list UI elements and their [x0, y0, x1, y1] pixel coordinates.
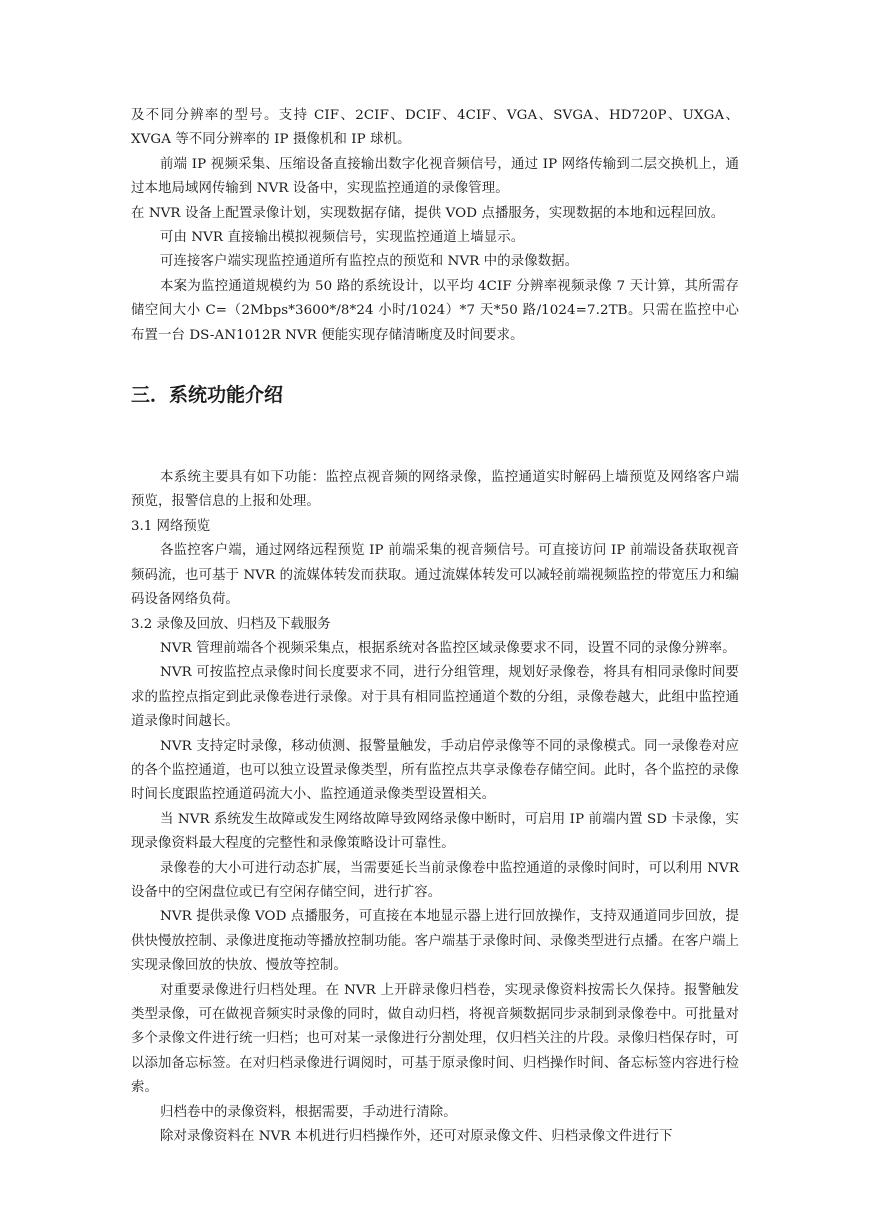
- document-page: [131, 104, 739, 1149]
- paragraph-recording-7: 对重要录像进行归档处理。在 NVR 上开辟录像归档卷，实现录像资料按需长久保持。报警触发类型录像，可在做视音频实时录像的同时，做自动归档，将视音频数据同步录制到录像卷中。可批量对多个录像文件进行统一归档；也可对某一录像进行分割处理，仅归档关注的片段。录像归档保存时，可以添加备忘标签。在对归档录像进行调阅时，可基于原录像时间、归档操作时间、备忘标签内容进行检索。: [131, 982, 739, 1096]
- paragraph-recording-9: 除对录像资料在 NVR 本机进行归档操作外，还可对原录像文件、归档录像文件进行下: [160, 1129, 673, 1145]
- subsection-title-recording: 3.2 录像及回放、归档及下载服务: [131, 616, 331, 632]
- paragraph-section-intro: 本系统主要具有如下功能：监控点视音频的网络录像，监控通道实时解码上墙预览及网络客户端预览，报警信息的上报和处理。: [131, 470, 739, 510]
- paragraph-recording-plan: 在 NVR 设备上配置录像计划，实现数据存储，提供 VOD 点播服务，实现数据的本地和远程回放。: [131, 205, 725, 221]
- paragraph-recording-8: 归档卷中的录像资料，根据需要，手动进行清除。: [160, 1104, 457, 1120]
- subsection-title-network-preview: 3.1 网络预览: [131, 518, 211, 534]
- paragraph-ip-capture: 前端 IP 视频采集、压缩设备直接输出数字化视音频信号，通过 IP 网络传输到二层交换机上，通过本地局域网传输到 NVR 设备中，实现监控通道的录像管理。: [131, 156, 739, 197]
- paragraph-client-connect: 可连接客户端实现监控通道所有监控点的预览和 NVR 中的录像数据。: [160, 254, 579, 270]
- paragraph-recording-1: NVR 管理前端各个视频采集点，根据系统对各监控区域录像要求不同，设置不同的录像分辨率。: [160, 640, 736, 656]
- section-heading: 三．系统功能介绍: [131, 384, 284, 407]
- paragraph-recording-5: 录像卷的大小可进行动态扩展，当需要延长当前录像卷中监控通道的录像时间时，可以利用 NVR 设备中的空闲盘位或已有空闲存储空间，进行扩容。: [131, 860, 739, 900]
- paragraph-storage-calc: 本案为监控通道规模约为 50 路的系统设计，以平均 4CIF 分辨率视频录像 7 天计算，其所需存储空间大小 C=（2Mbps*3600*/8*24 小时/1024）*7 天*50 路/1024=7.2TB。只需在监控中心布置一台 DS-AN1012R NVR 便能实现存储清晰度及时间要求。: [131, 278, 739, 343]
- paragraph-video-wall: 可由 NVR 直接输出模拟视频信号，实现监控通道上墙显示。: [160, 230, 525, 246]
- paragraph-recording-4: 当 NVR 系统发生故障或发生网络故障导致网络录像中断时，可启用 IP 前端内置 SD 卡录像，实现录像资料最大程度的完整性和录像策略设计可靠性。: [131, 811, 739, 852]
- paragraph-recording-3: NVR 支持定时录像，移动侦测、报警量触发，手动启停录像等不同的录像模式。同一录像卷对应的各个监控通道，也可以独立设置录像类型，所有监控点共享录像卷存储空间。此时，各个监控的录像时间长度跟监控通道码流大小、监控通道录像类型设置相关。: [131, 738, 739, 803]
- paragraph-recording-2: NVR 可按监控点录像时间长度要求不同，进行分组管理，规划好录像卷，将具有相同录像时间要求的监控点指定到此录像卷进行录像。对于具有相同监控通道个数的分组，录像卷越大，此组中监控通道录像时间越长。: [131, 665, 739, 730]
- paragraph-recording-6: NVR 提供录像 VOD 点播服务，可直接在本地显示器上进行回放操作，支持双通道同步回放，提供快慢放控制、录像进度拖动等播放控制功能。客户端基于录像时间、录像类型进行点播。在客户端上实现录像回放的快放、慢放等控制。: [131, 909, 739, 974]
- paragraph-resolution-models: 及不同分辨率的型号。支持 CIF、2CIF、DCIF、4CIF、VGA、SVGA、HD720P、UXGA、XVGA 等不同分辨率的 IP 摄像机和 IP 球机。: [131, 108, 739, 148]
- spacer: [131, 420, 739, 466]
- paragraph-network-preview: 各监控客户端，通过网络远程预览 IP 前端采集的视音频信号。可直接访问 IP 前端设备获取视音频码流，也可基于 NVR 的流媒体转发而获取。通过流媒体转发可以减轻前端视频监控的带宽压力和编码设备网络负荷。: [131, 543, 739, 608]
